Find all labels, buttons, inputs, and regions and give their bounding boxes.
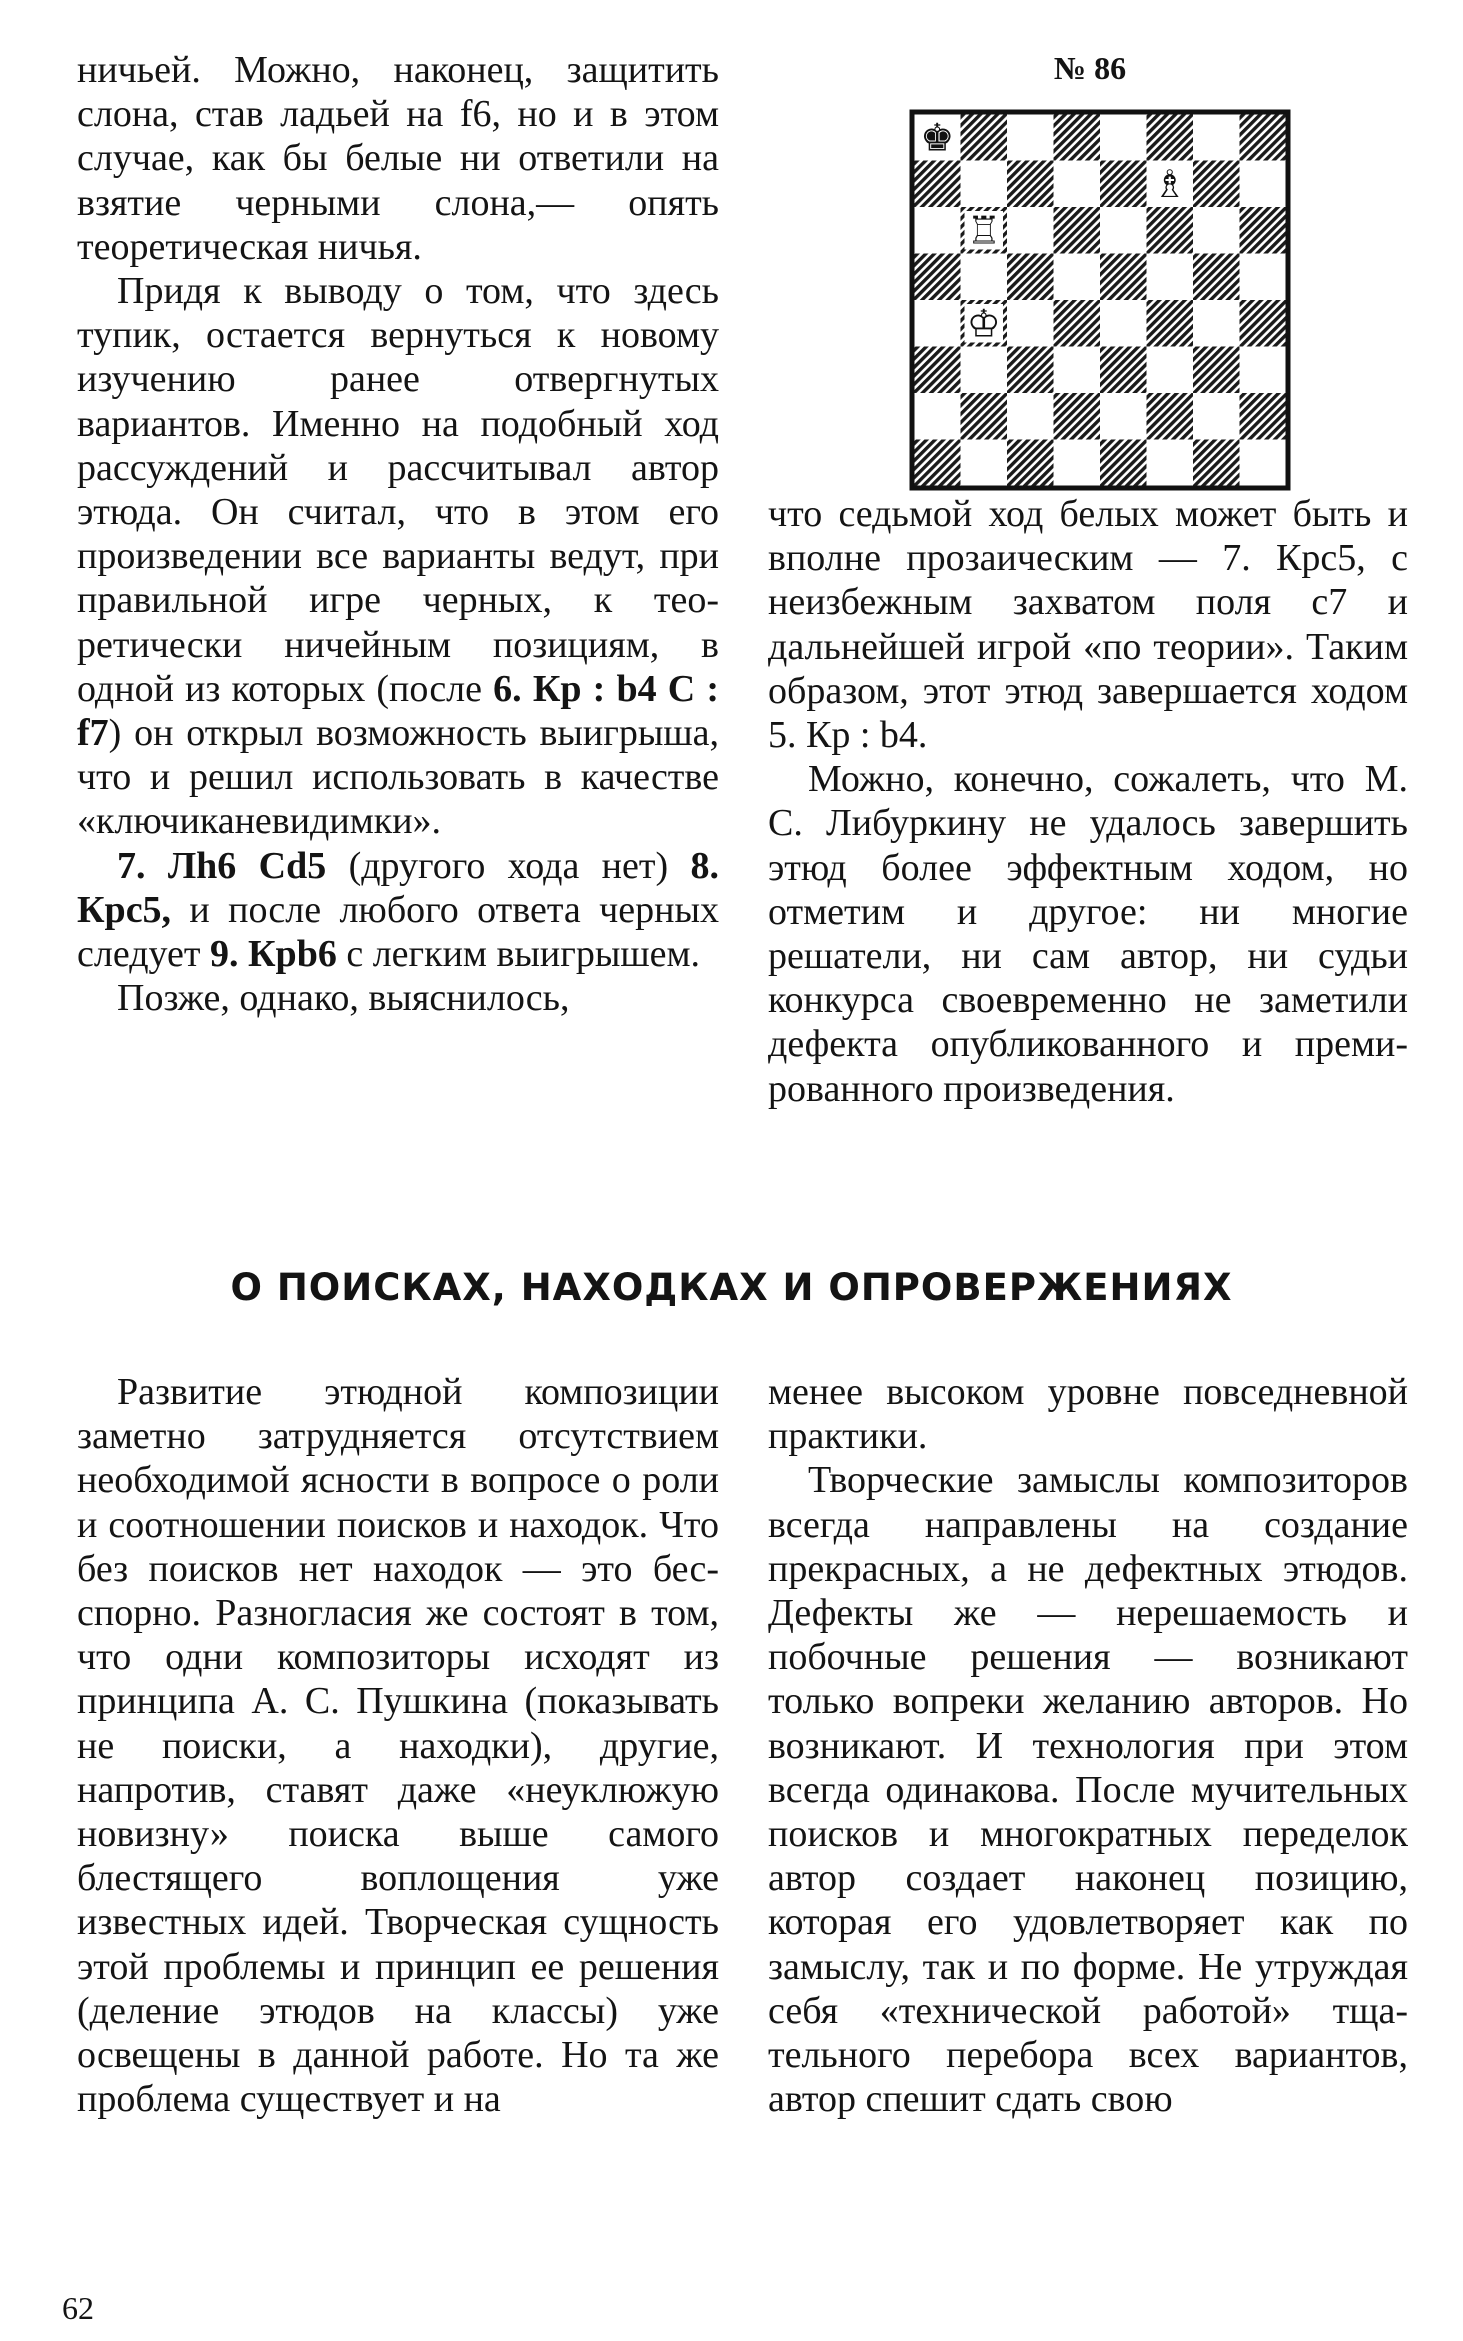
light-square: [1240, 254, 1287, 301]
text-run: и после любого ответа черных следует: [77, 888, 719, 976]
dark-square: [1193, 254, 1240, 301]
text-run: менее высоком уровне повседневной практики.: [768, 1371, 1408, 1458]
light-square: [1147, 440, 1194, 487]
white-king-piece: ♔: [966, 301, 1001, 346]
dark-square: [1193, 161, 1240, 208]
text-run: с легким выигрышем.: [336, 933, 701, 976]
text-run: ничьей. Можно, наконец, защитить слона, став ладьей на f6, но и в этом случае, как бы белые ни ответили на взятие черными слона,— опять теоретическая ничья.: [77, 49, 719, 268]
paragraph: [77, 1370, 719, 2121]
light-square: [1240, 440, 1287, 487]
column-bottom-left: [77, 1370, 719, 2121]
dark-square: [1240, 114, 1287, 161]
dark-square: [914, 440, 961, 487]
light-square: [961, 254, 1008, 301]
dark-square: [1193, 347, 1240, 394]
light-square: [1193, 207, 1240, 254]
white-rook-piece: ♖: [966, 208, 1001, 253]
light-square: [1147, 347, 1194, 394]
dark-square: [1007, 440, 1054, 487]
dark-square: [961, 114, 1008, 161]
dark-square: [1054, 300, 1101, 347]
text-run: Развитие этюдной композиции заметно затрудняется отсутствием необходимой ясности в вопросе о роли и соотношении поисков и находок. Что без поисков нет находок — это бесспорно. Разногласия же состоят в том, что одни композиторы исходят из принципа А. С. Пушкина (показывать не поиски, а находки), другие, напротив, ставят даже «неуклюжую новизну» поиска выше самого блестящего воплощения уже известных идей. Творческая сущность этой проблемы и принцип ее решения (деление этюдов на классы) уже освещены в данной работе. Но та же проблема существует и на: [77, 1371, 719, 2121]
text-run: (другого хода нет): [326, 844, 691, 887]
dark-square: [914, 347, 961, 394]
text-run: Придя к выводу о том, что здесь тупик, остается вернуться к новому изучению ранее отвергнутых вариантов. Именно на подобный ход рассуждений и рассчитывал автор этюда. Он считал, что в этом его произведении все варианты ведут, при правильной игре черных, к теоретически ничейным позициям, в одной из которых (после: [77, 270, 719, 710]
page-number: 62: [62, 2290, 94, 2326]
dark-square: [1054, 207, 1101, 254]
column-bottom-right: [768, 1370, 1408, 2121]
light-square: [1100, 207, 1147, 254]
paragraph: [768, 1370, 1408, 1458]
light-square: [1193, 114, 1240, 161]
paragraph: [768, 1458, 1408, 2121]
light-square: [1100, 114, 1147, 161]
dark-square: [914, 254, 961, 301]
move-notation: 7. Лh6 Cd5: [117, 844, 327, 887]
light-square: [961, 161, 1008, 208]
dark-square: [1007, 347, 1054, 394]
text-run: Творческие замыслы композиторов всегда направлены на создание прекрасных, а не дефектных этюдов. Дефекты же — нерешаемость и побочные решения — возникают только вопреки желанию авторов. Но возникают. И технология при этом всегда одинакова. После мучительных поисков и многократных переделок автор создает наконец позицию, которая его удовлетворяет как по замыслу, так и по форме. Не утруждая себя «технической работой» тщательного перебора всех вариантов, автор спешит сдать свою: [768, 1459, 1408, 2121]
light-square: [1193, 300, 1240, 347]
section-heading: О ПОИСКАХ, НАХОДКАХ И ОПРОВЕРЖЕНИЯХ: [230, 1266, 1233, 1309]
diagram-number: № 86: [1053, 50, 1127, 86]
move-notation: 9. Крb6: [210, 933, 337, 976]
light-square: [1007, 300, 1054, 347]
move-notation: 6. Кр : b4 С : f7: [77, 667, 719, 755]
light-square: [1100, 393, 1147, 440]
dark-square: [1147, 114, 1194, 161]
text-run: ) он открыл возможность выигрыша, что и решил использовать в качестве «ключиканевидимки».: [77, 712, 719, 843]
light-square: [1007, 114, 1054, 161]
paragraph: [768, 492, 1408, 757]
light-square: [1240, 161, 1287, 208]
light-square: [1240, 347, 1287, 394]
light-square: [961, 440, 1008, 487]
light-square: [1007, 207, 1054, 254]
dark-square: [1147, 393, 1194, 440]
dark-square: [1147, 300, 1194, 347]
dark-square: [1100, 254, 1147, 301]
dark-square: [1100, 347, 1147, 394]
dark-square: [1054, 114, 1101, 161]
light-square: [1054, 254, 1101, 301]
dark-square: [1100, 440, 1147, 487]
white-bishop-piece: ♗: [1152, 161, 1187, 206]
dark-square: [1147, 207, 1194, 254]
paragraph: [77, 976, 719, 1020]
light-square: [1193, 393, 1240, 440]
light-square: [1007, 393, 1054, 440]
light-square: [1054, 347, 1101, 394]
light-square: [1100, 300, 1147, 347]
light-square: [1147, 254, 1194, 301]
dark-square: [961, 393, 1008, 440]
paragraph: [77, 844, 719, 977]
light-square: [914, 300, 961, 347]
dark-square: [1193, 440, 1240, 487]
column-top-right: [768, 492, 1408, 1111]
text-run: Позже, однако, выяснилось,: [117, 977, 570, 1020]
text-run: что седьмой ход белых может быть и вполне прозаическим — 7. Крс5, с неизбежным захватом поля с7 и дальнейшей игрой «по теории». Таким образом, этот этюд завершается ходом 5. Кр : b4.: [768, 493, 1408, 757]
light-square: [914, 393, 961, 440]
dark-square: [1007, 254, 1054, 301]
dark-square: [1100, 161, 1147, 208]
move-notation: 8. Крс5,: [77, 844, 719, 931]
dark-square: [1240, 300, 1287, 347]
light-square: [961, 347, 1008, 394]
light-square: [914, 207, 961, 254]
dark-square: [914, 161, 961, 208]
text-run: Можно, конечно, сожалеть, что М. С. Либуркину не удалось завершить этюд более эффектным ходом, но отметим и другое: ни многие решатели, ни сам автор, ни судьи конкурса своевременно не заметили дефекта опубликованного и премированного произведения.: [768, 758, 1408, 1110]
paragraph: [768, 757, 1408, 1111]
chess-diagram: [908, 108, 1292, 492]
dark-square: [1007, 161, 1054, 208]
light-square: [1054, 161, 1101, 208]
dark-square: [1240, 393, 1287, 440]
black-king-piece: ♚: [920, 115, 955, 160]
paragraph: [77, 48, 719, 269]
light-square: [1054, 440, 1101, 487]
dark-square: [1054, 393, 1101, 440]
dark-square: [1240, 207, 1287, 254]
column-top-left: [77, 48, 719, 1020]
paragraph: [77, 269, 719, 844]
